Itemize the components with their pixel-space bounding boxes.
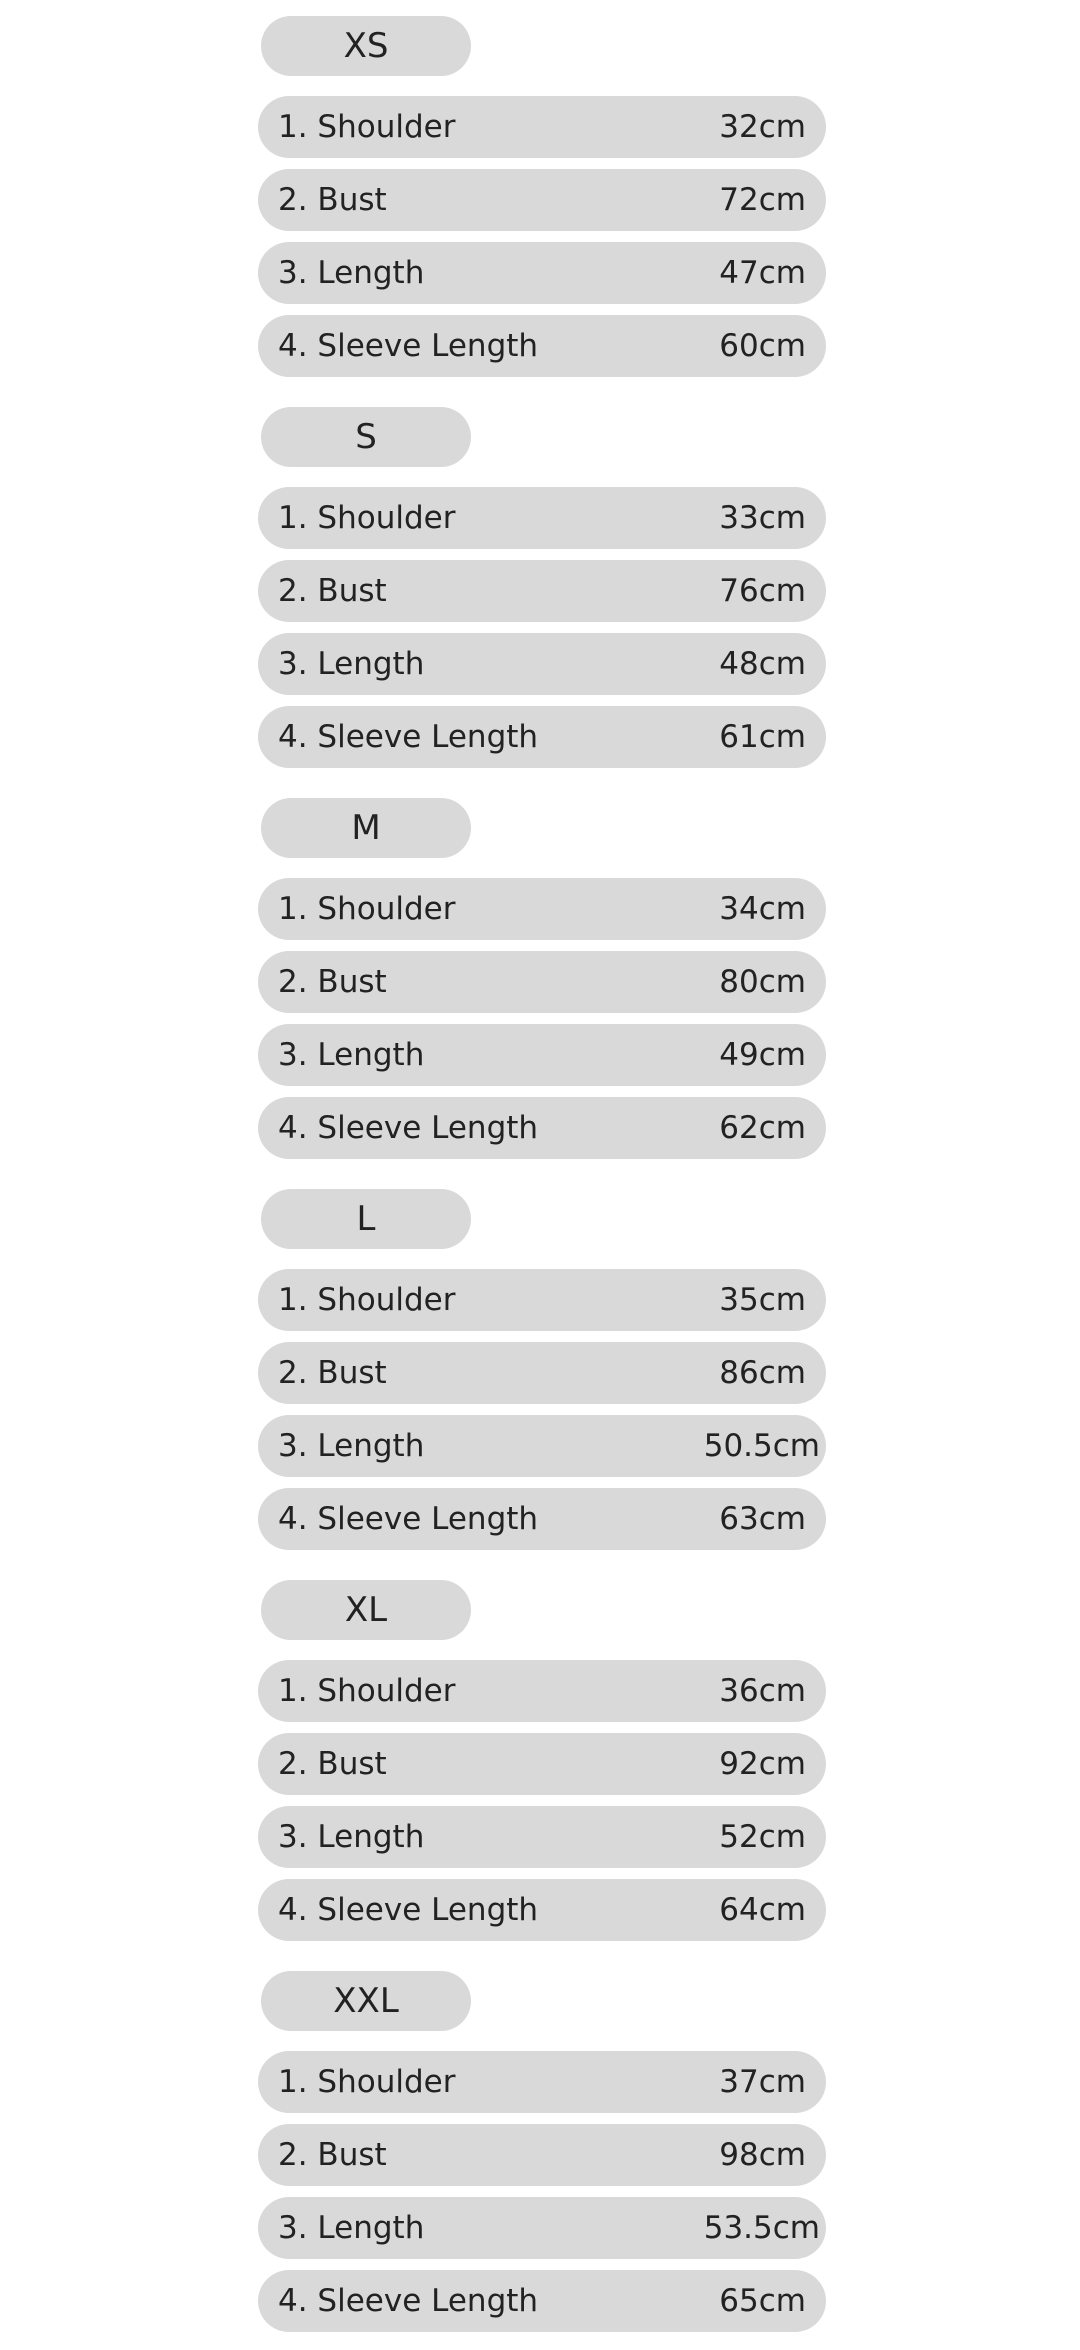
measurement-value: 36cm xyxy=(719,1673,806,1709)
measurement-row-shoulder xyxy=(258,878,826,940)
size-chart xyxy=(258,16,826,2332)
measurement-value: 62cm xyxy=(719,1110,806,1146)
measurement-row-length xyxy=(258,633,826,695)
measurement-value: 48cm xyxy=(719,646,806,682)
measurement-value: 49cm xyxy=(719,1037,806,1073)
measurement-row-sleeve-length xyxy=(258,2270,826,2332)
measurement-name: 2. Bust xyxy=(278,964,387,1000)
size-group-s xyxy=(258,407,826,768)
measurement-row-bust xyxy=(258,560,826,622)
measurement-value: 64cm xyxy=(719,1892,806,1928)
measurement-row-sleeve-length xyxy=(258,315,826,377)
measurement-name: 1. Shoulder xyxy=(278,1673,456,1709)
measurement-row-shoulder xyxy=(258,487,826,549)
measurement-name: 1. Shoulder xyxy=(278,1282,456,1318)
size-group-xs xyxy=(258,16,826,377)
size-group-m xyxy=(258,798,826,1159)
measurement-value: 34cm xyxy=(719,891,806,927)
measurement-row-shoulder xyxy=(258,96,826,158)
measurement-row-sleeve-length xyxy=(258,1488,826,1550)
measurement-name: 3. Length xyxy=(278,646,425,682)
measurement-row-shoulder xyxy=(258,2051,826,2113)
measurement-value: 35cm xyxy=(719,1282,806,1318)
measurement-value: 53.5cm xyxy=(703,2210,820,2246)
measurement-name: 3. Length xyxy=(278,255,425,291)
measurement-value: 52cm xyxy=(719,1819,806,1855)
measurement-value: 98cm xyxy=(719,2137,806,2173)
measurement-value: 37cm xyxy=(719,2064,806,2100)
measurement-value: 65cm xyxy=(719,2283,806,2319)
measurement-row-bust xyxy=(258,1733,826,1795)
measurement-value: 61cm xyxy=(719,719,806,755)
size-group-xxl xyxy=(258,1971,826,2332)
measurement-name: 3. Length xyxy=(278,2210,425,2246)
measurement-name: 4. Sleeve Length xyxy=(278,719,539,755)
measurement-row-length xyxy=(258,1806,826,1868)
measurement-name: 4. Sleeve Length xyxy=(278,1110,539,1146)
measurement-row-sleeve-length xyxy=(258,1879,826,1941)
measurement-name: 2. Bust xyxy=(278,182,387,218)
measurement-value: 92cm xyxy=(719,1746,806,1782)
measurement-value: 63cm xyxy=(719,1501,806,1537)
measurement-row-shoulder xyxy=(258,1269,826,1331)
measurement-name: 3. Length xyxy=(278,1428,425,1464)
measurement-value: 76cm xyxy=(719,573,806,609)
measurement-row-bust xyxy=(258,169,826,231)
measurement-value: 72cm xyxy=(719,182,806,218)
measurement-name: 2. Bust xyxy=(278,1746,387,1782)
size-label: XXL xyxy=(261,1971,471,2031)
measurement-name: 1. Shoulder xyxy=(278,500,456,536)
measurement-row-bust xyxy=(258,2124,826,2186)
measurement-row-bust xyxy=(258,951,826,1013)
measurement-name: 4. Sleeve Length xyxy=(278,2283,539,2319)
measurement-name: 1. Shoulder xyxy=(278,891,456,927)
measurement-value: 80cm xyxy=(719,964,806,1000)
measurement-row-sleeve-length xyxy=(258,706,826,768)
measurement-name: 3. Length xyxy=(278,1037,425,1073)
size-label: XS xyxy=(261,16,471,76)
measurement-name: 1. Shoulder xyxy=(278,109,456,145)
size-label: M xyxy=(261,798,471,858)
measurement-name: 4. Sleeve Length xyxy=(278,328,539,364)
measurement-row-length xyxy=(258,2197,826,2259)
measurement-value: 60cm xyxy=(719,328,806,364)
measurement-value: 32cm xyxy=(719,109,806,145)
measurement-row-length xyxy=(258,1024,826,1086)
measurement-row-bust xyxy=(258,1342,826,1404)
measurement-value: 50.5cm xyxy=(703,1428,820,1464)
size-label: L xyxy=(261,1189,471,1249)
size-label: XL xyxy=(261,1580,471,1640)
measurement-row-length xyxy=(258,242,826,304)
measurement-value: 33cm xyxy=(719,500,806,536)
measurement-name: 3. Length xyxy=(278,1819,425,1855)
measurement-row-shoulder xyxy=(258,1660,826,1722)
size-group-xl xyxy=(258,1580,826,1941)
measurement-name: 2. Bust xyxy=(278,1355,387,1391)
measurement-name: 2. Bust xyxy=(278,573,387,609)
measurement-row-sleeve-length xyxy=(258,1097,826,1159)
measurement-row-length xyxy=(258,1415,826,1477)
measurement-value: 47cm xyxy=(719,255,806,291)
measurement-name: 4. Sleeve Length xyxy=(278,1892,539,1928)
measurement-name: 4. Sleeve Length xyxy=(278,1501,539,1537)
size-group-l xyxy=(258,1189,826,1550)
size-label: S xyxy=(261,407,471,467)
measurement-name: 2. Bust xyxy=(278,2137,387,2173)
measurement-value: 86cm xyxy=(719,1355,806,1391)
measurement-name: 1. Shoulder xyxy=(278,2064,456,2100)
